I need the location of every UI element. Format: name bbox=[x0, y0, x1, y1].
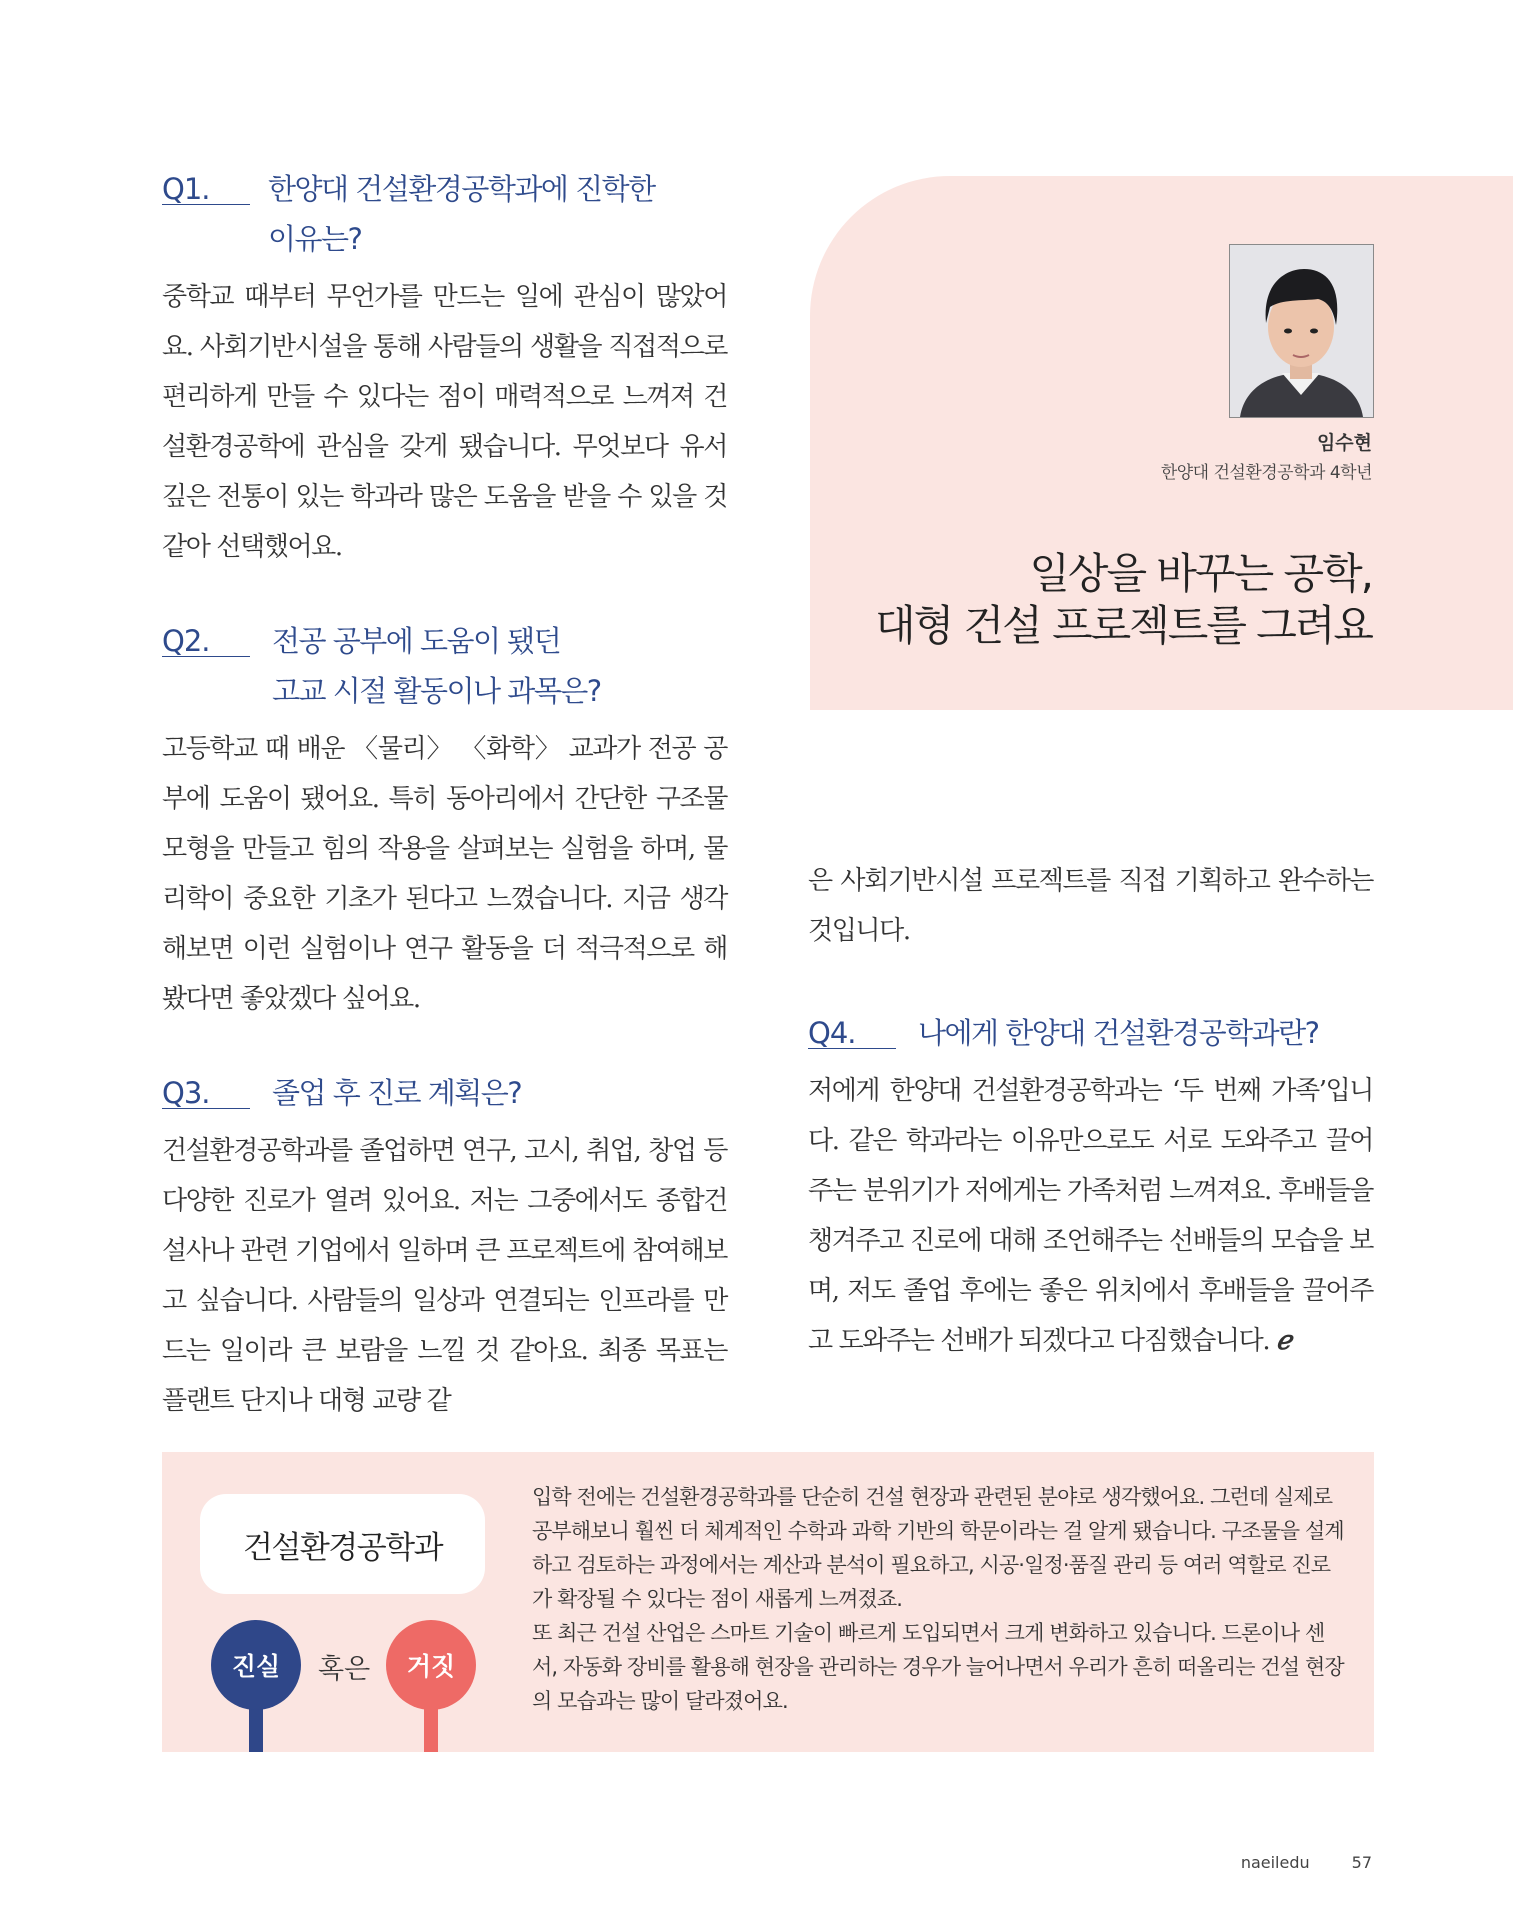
or-label: 혹은 bbox=[318, 1654, 371, 1685]
profile-name: 임수현 bbox=[1316, 432, 1372, 454]
headline-line: 대형 건설 프로젝트를 그려요 bbox=[875, 601, 1372, 650]
question-line: 한양대 건설환경공학과에 진학한 bbox=[268, 172, 655, 206]
question-number: Q2. bbox=[162, 616, 250, 666]
portrait-icon bbox=[1230, 245, 1373, 417]
question-line: 나에게 한양대 건설환경공학과란? bbox=[918, 1016, 1319, 1050]
question-q1 bbox=[162, 164, 727, 264]
panel-corner-decoration bbox=[810, 710, 970, 840]
true-sign: 진실 bbox=[211, 1620, 301, 1710]
question-line: 이유는? bbox=[268, 222, 362, 256]
page-footer bbox=[1241, 1853, 1372, 1872]
question-text bbox=[272, 1068, 672, 1118]
question-text bbox=[918, 1008, 1373, 1058]
question-text bbox=[272, 616, 672, 716]
qa-continuation bbox=[808, 856, 1373, 956]
headline bbox=[875, 548, 1372, 652]
profile-affiliation: 한양대 건설환경공학과 4학년 bbox=[1160, 463, 1372, 483]
page-number: 57 bbox=[1351, 1853, 1372, 1872]
answer-continuation-text: 은 사회기반시설 프로젝트를 직접 기획하고 완수하는 것입니다. bbox=[808, 866, 1373, 946]
qa-block-q1 bbox=[162, 164, 727, 572]
question-q4 bbox=[808, 1008, 1373, 1058]
profile-photo bbox=[1229, 244, 1374, 418]
false-sign: 거짓 bbox=[386, 1620, 476, 1710]
question-number: Q3. bbox=[162, 1068, 250, 1118]
question-line: 전공 공부에 도움이 됐던 bbox=[272, 624, 561, 658]
answer-body: 저에게 한양대 건설환경공학과는 ‘두 번째 가족’입니다. 같은 학과라는 이유만으로도 서로 도와주고 끌어주는 분위기가 저에게는 가족처럼 느껴져요. 후배들을 챙겨주고 진로에 대해 조언해주는 선배들의 모습을 보며, 저도 졸업 후에는 좋은 위치에서 후배들을 끌어주고 도와주는 선배가 되겠다고 다짐했습니다. bbox=[808, 1076, 1373, 1356]
truth-or-false-title: 건설환경공학과 bbox=[200, 1494, 485, 1594]
question-q2 bbox=[162, 616, 727, 716]
paragraph: 또 최근 건설 산업은 스마트 기술이 빠르게 도입되면서 크게 변화하고 있습니다. 드론이나 센서, 자동화 장비를 활용해 현장을 관리하는 경우가 늘어나면서 우리가 흔히 떠올리는 건설 현장의 모습과는 많이 달라졌어요. bbox=[532, 1621, 1344, 1713]
question-number: Q4. bbox=[808, 1008, 896, 1058]
question-text bbox=[268, 164, 668, 264]
answer-text: 중학교 때부터 무언가를 만드는 일에 관심이 많았어요. 사회기반시설을 통해 사람들의 생활을 직접적으로 편리하게 만들 수 있다는 점이 매력적으로 느껴져 건설환경공학에 관심을 갖게 됐습니다. 무엇보다 유서 깊은 전통이 있는 학과라 많은 도움을 받을 수 있을 것 같아 선택했어요. bbox=[162, 282, 727, 562]
answer-text: 고등학교 때 배운 〈물리〉 〈화학〉 교과가 전공 공부에 도움이 됐어요. 특히 동아리에서 간단한 구조물 모형을 만들고 힘의 작용을 살펴보는 실험을 하며, 물리학이 중요한 기초가 된다고 느꼈습니다. 지금 생각해보면 이런 실험이나 연구 활동을 더 적극적으로 해봤다면 좋았겠다 싶어요. bbox=[162, 734, 727, 1014]
headline-line: 일상을 바꾸는 공학, bbox=[1029, 549, 1372, 598]
paragraph: 입학 전에는 건설환경공학과를 단순히 건설 현장과 관련된 분야로 생각했어요. 그런데 실제로 공부해보니 훨씬 더 체계적인 수학과 과학 기반의 학문이라는 걸 알게 됐습니다. 구조물을 설계하고 검토하는 과정에서는 계산과 분석이 필요하고, 시공·일정·품질 관리 등 여러 역할로 진로가 확장될 수 있다는 점이 새롭게 느껴졌죠. bbox=[532, 1485, 1344, 1611]
answer-text bbox=[808, 1066, 1373, 1366]
answer-text: 건설환경공학과를 졸업하면 연구, 고시, 취업, 창업 등 다양한 진로가 열려 있어요. 저는 그중에서도 종합건설사나 관련 기업에서 일하며 큰 프로젝트에 참여해보고 싶습니다. 사람들의 일상과 연결되는 인프라를 만드는 일이라 큰 보람을 느낄 것 같아요. 최종 목표는 플랜트 단지나 대형 교량 같 bbox=[162, 1136, 727, 1416]
question-line: 졸업 후 진로 계획은? bbox=[272, 1076, 522, 1110]
footer-brand: naeiledu bbox=[1240, 1853, 1310, 1872]
question-line: 고교 시절 활동이나 과목은? bbox=[272, 674, 601, 708]
end-mark-icon: ℯ bbox=[1276, 1326, 1291, 1356]
qa-block-q2 bbox=[162, 616, 727, 1024]
question-q3 bbox=[162, 1068, 727, 1118]
qa-block-q4 bbox=[808, 1008, 1373, 1366]
question-number: Q1. bbox=[162, 164, 250, 214]
truth-or-false-text bbox=[532, 1480, 1347, 1718]
qa-block-q3 bbox=[162, 1068, 727, 1426]
